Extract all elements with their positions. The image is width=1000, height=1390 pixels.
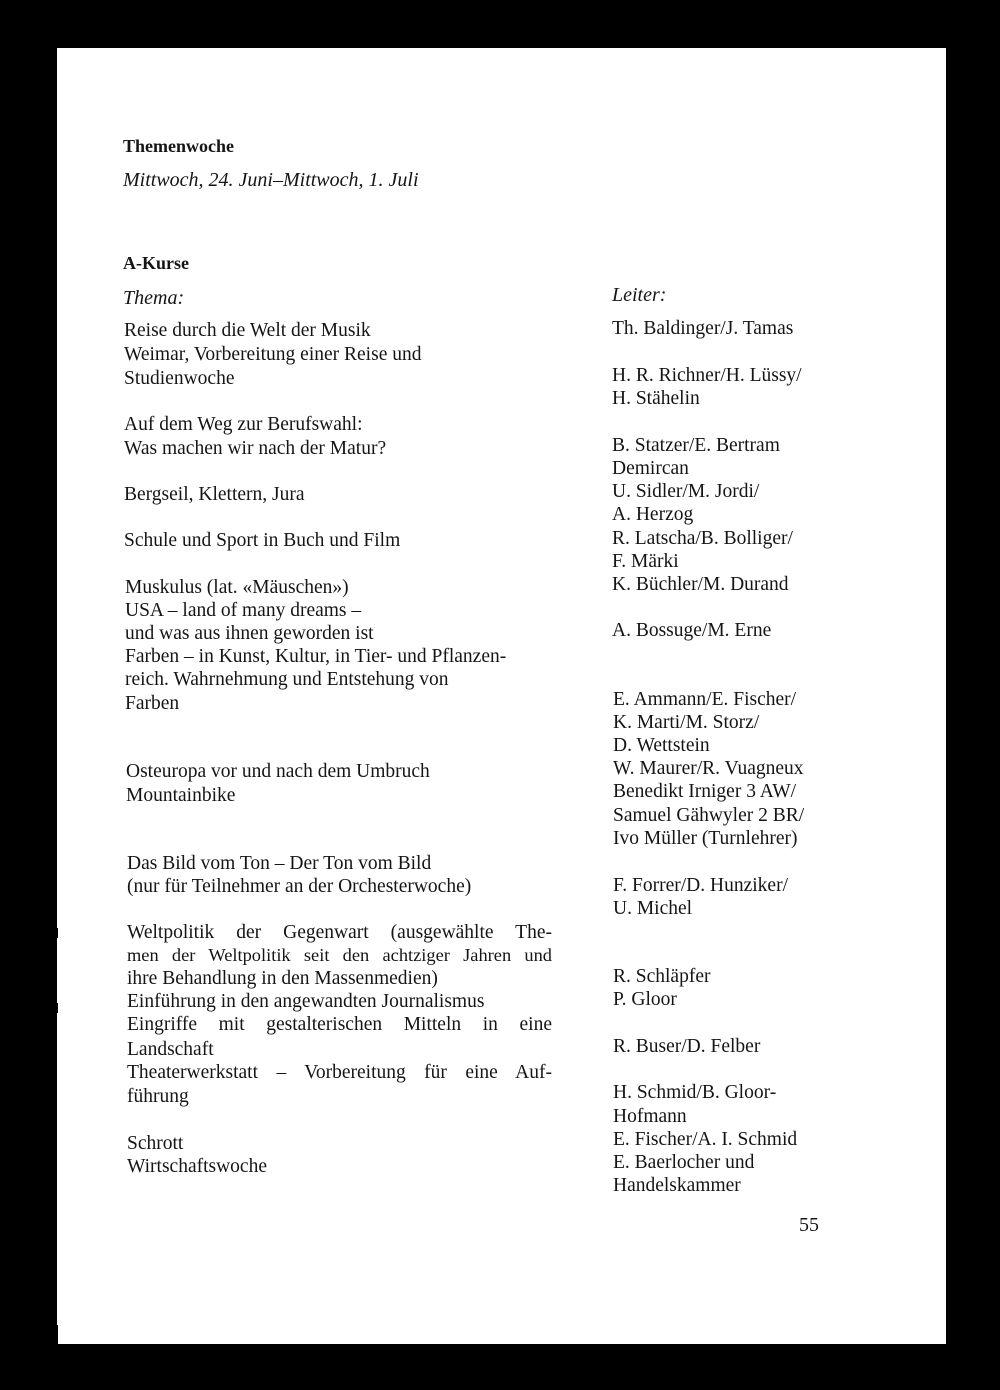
theme-line: Schrott	[127, 1133, 184, 1154]
document-page	[57, 48, 946, 1344]
leader-line: W. Maurer/R. Vuagneux	[613, 758, 804, 779]
leader-line: D. Wettstein	[613, 735, 710, 756]
leader-line: Handelskammer	[613, 1175, 741, 1196]
leader-line: E. Fischer/A. I. Schmid	[613, 1129, 798, 1150]
theme-line: Reise durch die Welt der Musik	[124, 320, 371, 341]
leader-line: A. Bossuge/M. Erne	[612, 620, 772, 641]
leader-line: Ivo Müller (Turnlehrer)	[613, 828, 798, 849]
theme-line: Muskulus (lat. «Mäuschen»)	[125, 577, 349, 598]
theme-line: Theaterwerkstatt – Vorbereitung für eine Auf-	[127, 1062, 552, 1083]
theme-line: Einführung in den angewandten Journalismus	[127, 991, 485, 1012]
leader-line: Th. Baldinger/J. Tamas	[612, 318, 794, 339]
page-number: 55	[799, 1214, 819, 1236]
scan-mark	[53, 1325, 58, 1344]
leader-line: H. Stähelin	[612, 388, 700, 409]
leader-line: E. Ammann/E. Fischer/	[613, 689, 797, 710]
theme-line: und was aus ihnen geworden ist	[125, 623, 374, 644]
theme-line: Osteuropa vor und nach dem Umbruch	[126, 761, 430, 782]
theme-line: Weimar, Vorbereitung einer Reise und	[124, 344, 422, 365]
theme-line: Eingriffe mit gestalterischen Mitteln in eine	[127, 1014, 552, 1035]
leader-line: Samuel Gähwyler 2 BR/	[613, 805, 805, 826]
section-title: A-Kurse	[123, 253, 189, 273]
theme-line: men der Weltpolitik seit den achtziger Jahren und	[127, 945, 552, 965]
leader-line: Demircan	[612, 458, 689, 479]
theme-line: Wirtschaftswoche	[127, 1156, 267, 1177]
theme-line: Das Bild vom Ton – Der Ton vom Bild	[127, 853, 432, 874]
leader-line: R. Schläpfer	[613, 966, 711, 987]
scan-mark	[53, 1003, 58, 1013]
leader-line: P. Gloor	[613, 989, 677, 1010]
leader-line: F. Forrer/D. Hunziker/	[613, 875, 788, 896]
theme-line: führung	[127, 1086, 189, 1107]
theme-line: Weltpolitik der Gegenwart (ausgewählte The-	[127, 922, 552, 943]
leader-line: K. Büchler/M. Durand	[612, 574, 789, 595]
leader-line: B. Statzer/E. Bertram	[612, 435, 780, 456]
theme-line: USA – land of many dreams –	[125, 600, 362, 621]
leader-line: H. Schmid/B. Gloor-	[613, 1082, 777, 1103]
column-header-theme: Thema:	[123, 287, 185, 309]
page-title: Themenwoche	[123, 136, 234, 156]
leader-line: A. Herzog	[612, 504, 694, 525]
theme-line: ihre Behandlung in den Massenmedien)	[127, 968, 438, 989]
theme-line: Schule und Sport in Buch und Film	[124, 530, 401, 551]
leader-line: Hofmann	[613, 1106, 687, 1127]
leader-line: U. Michel	[613, 898, 693, 919]
date-range: Mittwoch, 24. Juni–Mittwoch, 1. Juli	[123, 169, 419, 191]
theme-line: (nur für Teilnehmer an der Orchesterwoche)	[127, 876, 472, 897]
theme-line: Mountainbike	[126, 785, 236, 806]
theme-line: Farben	[125, 693, 180, 714]
leader-line: Benedikt Irniger 3 AW/	[613, 781, 797, 802]
leader-line: H. R. Richner/H. Lüssy/	[612, 365, 802, 386]
theme-line: Bergseil, Klettern, Jura	[124, 484, 305, 505]
theme-line: Landschaft	[127, 1039, 214, 1060]
theme-line: Farben – in Kunst, Kultur, in Tier- und Pflanzen-	[125, 646, 507, 667]
theme-line: Auf dem Weg zur Berufswahl:	[124, 414, 363, 435]
leader-line: R. Buser/D. Felber	[613, 1036, 761, 1057]
leader-line: F. Märki	[612, 551, 679, 572]
column-header-leader: Leiter:	[612, 284, 667, 306]
leader-line: R. Latscha/B. Bolliger/	[612, 528, 793, 549]
leader-line: U. Sidler/M. Jordi/	[612, 481, 760, 502]
theme-line: Studienwoche	[124, 368, 235, 389]
theme-line: reich. Wahrnehmung und Entstehung von	[125, 669, 449, 690]
scan-mark	[53, 928, 58, 938]
leader-line: E. Baerlocher und	[613, 1152, 755, 1173]
theme-line: Was machen wir nach der Matur?	[124, 438, 387, 459]
leader-line: K. Marti/M. Storz/	[613, 712, 760, 733]
